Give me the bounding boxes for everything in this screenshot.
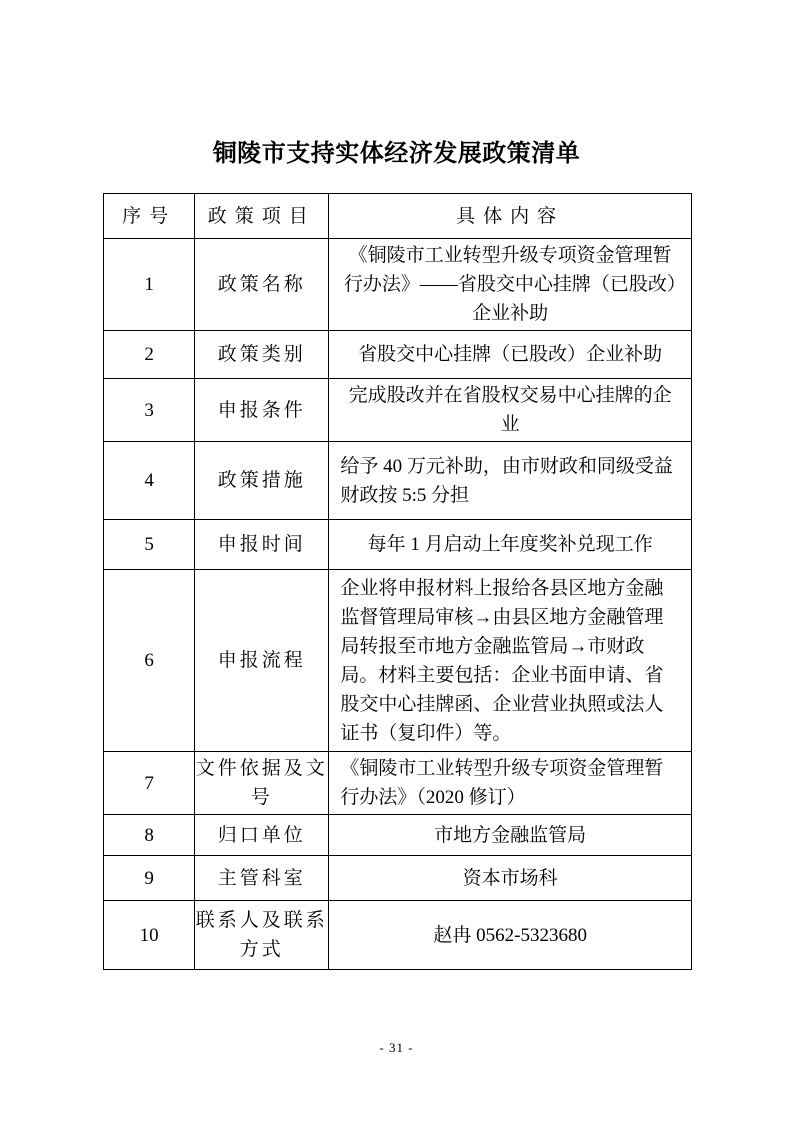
serial-number-cell: 2: [104, 331, 195, 379]
policy-item-cell: 归口单位: [195, 815, 329, 856]
table-row: [104, 442, 692, 520]
policy-item-cell: 联系人及联系方式: [195, 901, 329, 970]
content-cell: 《铜陵市工业转型升级专项资金管理暂行办法》——省股交中心挂牌（已股改）企业补助: [329, 239, 692, 331]
document-title: 铜陵市支持实体经济发展政策清单: [212, 139, 581, 167]
content-cell: 市地方金融监管局: [329, 815, 692, 856]
page-number: - 31 -: [379, 1040, 414, 1055]
content-cell: 赵冉 0562-5323680: [329, 901, 692, 970]
serial-number-cell: 9: [104, 856, 195, 901]
serial-number-cell: 10: [104, 901, 195, 970]
policy-item-cell: 政策类别: [195, 331, 329, 379]
policy-item-cell: 政策名称: [195, 239, 329, 331]
content-cell: 每年 1 月启动上年度奖补兑现工作: [329, 520, 692, 570]
table-header-row: [104, 194, 692, 239]
policy-item-cell: 政策措施: [195, 442, 329, 520]
content-cell: 给予 40 万元补助，由市财政和同级受益财政按 5:5 分担: [329, 442, 692, 520]
header-serial-number: 序号: [104, 194, 195, 239]
table-row: [104, 815, 692, 856]
serial-number-cell: 5: [104, 520, 195, 570]
policy-item-cell: 主管科室: [195, 856, 329, 901]
table-row: [104, 239, 692, 331]
serial-number-cell: 1: [104, 239, 195, 331]
serial-number-cell: 4: [104, 442, 195, 520]
serial-number-cell: 7: [104, 752, 195, 815]
policy-table: [103, 193, 692, 970]
policy-item-cell: 申报时间: [195, 520, 329, 570]
table-row: [104, 570, 692, 752]
policy-item-cell: 文件依据及文号: [195, 752, 329, 815]
policy-item-cell: 申报流程: [195, 570, 329, 752]
content-cell: 企业将申报材料上报给各县区地方金融监督管理局审核→由县区地方金融管理局转报至市地方金融监管局→市财政局。材料主要包括：企业书面申请、省股交中心挂牌函、企业营业执照或法人证书（复印件）等。: [329, 570, 692, 752]
table-row: [104, 331, 692, 379]
table-row: [104, 520, 692, 570]
table-row: [104, 379, 692, 442]
table-body: [104, 239, 692, 970]
table-row: [104, 856, 692, 901]
content-cell: 《铜陵市工业转型升级专项资金管理暂行办法》（2020 修订）: [329, 752, 692, 815]
table-row: [104, 752, 692, 815]
header-policy-item: 政策项目: [195, 194, 329, 239]
serial-number-cell: 8: [104, 815, 195, 856]
policy-item-cell: 申报条件: [195, 379, 329, 442]
content-cell: 完成股改并在省股权交易中心挂牌的企业: [329, 379, 692, 442]
serial-number-cell: 3: [104, 379, 195, 442]
serial-number-cell: 6: [104, 570, 195, 752]
table-row: [104, 901, 692, 970]
header-specific-content: 具体内容: [329, 194, 692, 239]
content-cell: 省股交中心挂牌（已股改）企业补助: [329, 331, 692, 379]
content-cell: 资本市场科: [329, 856, 692, 901]
